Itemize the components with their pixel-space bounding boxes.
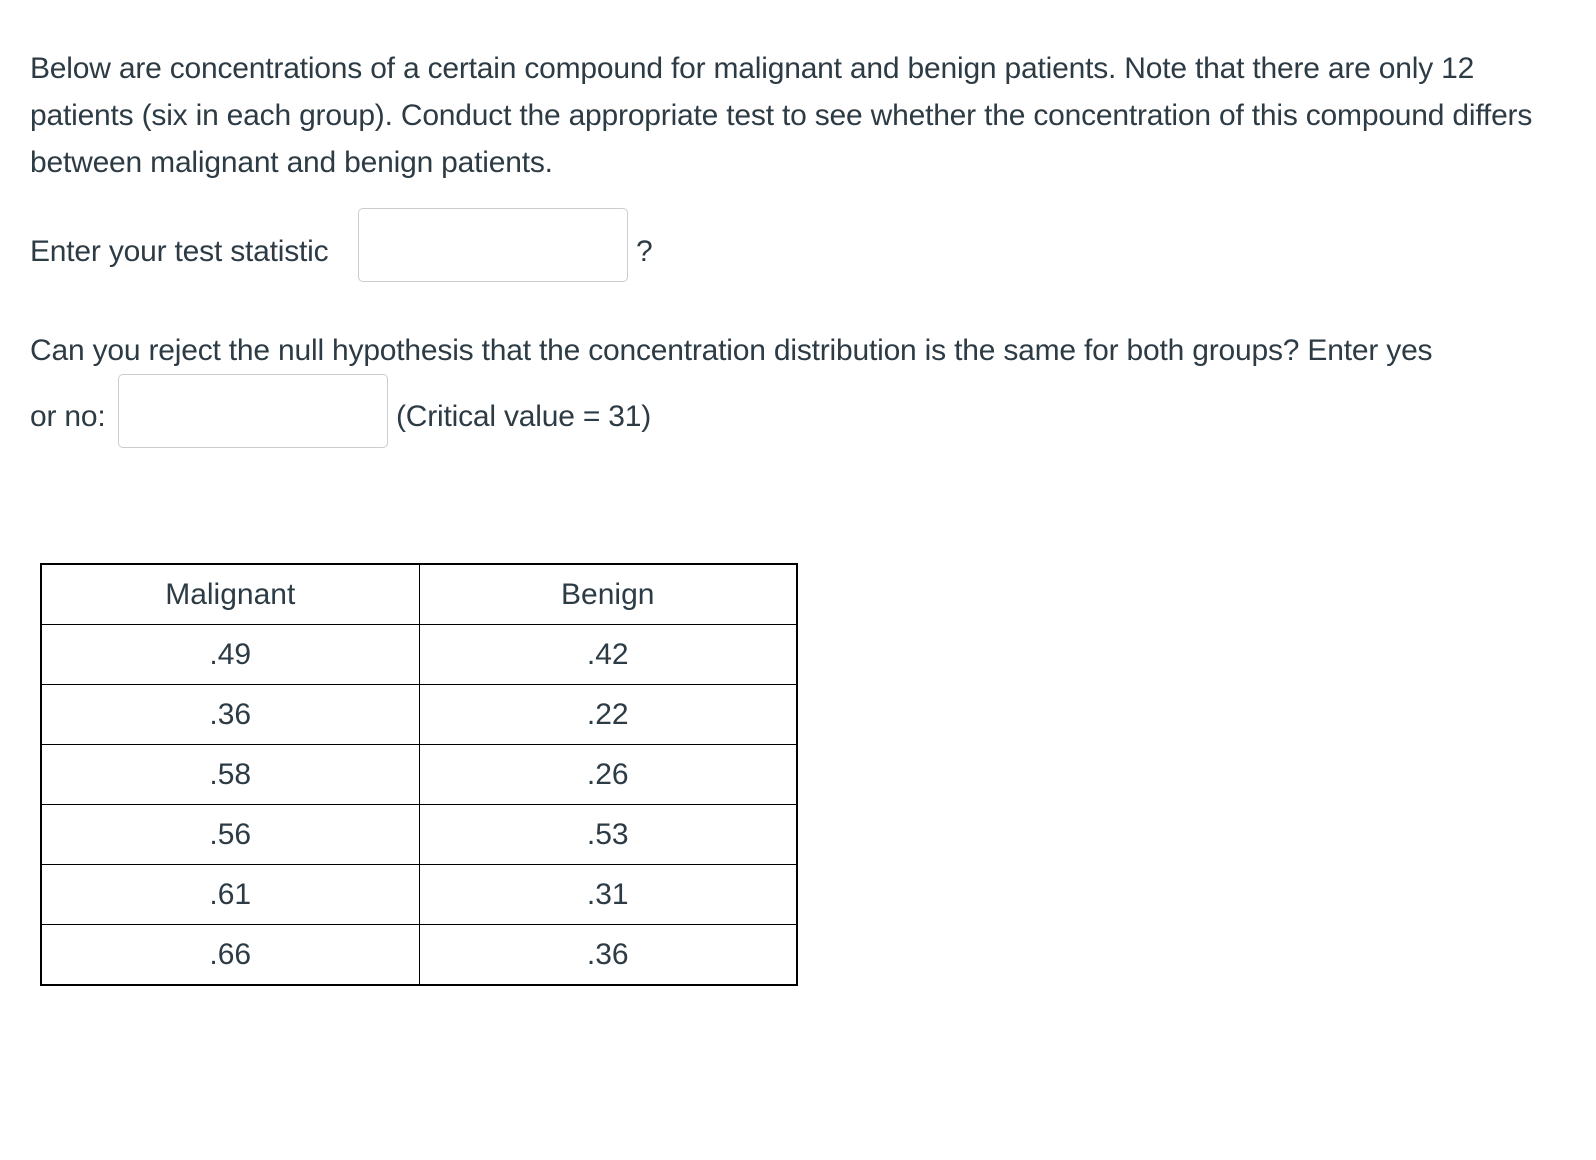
table-row bbox=[41, 685, 797, 745]
malignant-cell: .49 bbox=[41, 625, 419, 685]
test-statistic-suffix: ? bbox=[636, 235, 653, 268]
benign-cell: .26 bbox=[419, 745, 797, 805]
table-header-row bbox=[41, 564, 797, 625]
test-statistic-input[interactable] bbox=[358, 208, 628, 282]
table-row bbox=[41, 625, 797, 685]
benign-cell: .42 bbox=[419, 625, 797, 685]
table-row bbox=[41, 925, 797, 986]
benign-cell: .53 bbox=[419, 805, 797, 865]
malignant-cell: .58 bbox=[41, 745, 419, 805]
test-statistic-label: Enter your test statistic bbox=[30, 235, 329, 268]
malignant-cell: .66 bbox=[41, 925, 419, 986]
benign-cell: .36 bbox=[419, 925, 797, 986]
critical-value-note: (Critical value = 31) bbox=[396, 400, 652, 433]
table-row bbox=[41, 865, 797, 925]
column-header-malignant: Malignant bbox=[41, 564, 419, 625]
reject-null-input[interactable] bbox=[118, 374, 388, 448]
benign-cell: .22 bbox=[419, 685, 797, 745]
concentration-table bbox=[40, 563, 798, 986]
reject-null-label: Can you reject the null hypothesis that the concentration distribution is the same for both groups? Enter yes bbox=[30, 334, 1433, 367]
malignant-cell: .61 bbox=[41, 865, 419, 925]
malignant-cell: .56 bbox=[41, 805, 419, 865]
column-header-benign: Benign bbox=[419, 564, 797, 625]
question-intro: Below are concentrations of a certain compound for malignant and benign patients. Note that there are only 12 patients (six in each group). Conduct the appropriate test to see whether the concentration of this compound differs between malignant and benign patients. bbox=[30, 52, 1533, 179]
malignant-cell: .36 bbox=[41, 685, 419, 745]
reject-null-label-cont: or no: bbox=[30, 400, 106, 433]
table-row bbox=[41, 805, 797, 865]
table-row bbox=[41, 745, 797, 805]
benign-cell: .31 bbox=[419, 865, 797, 925]
